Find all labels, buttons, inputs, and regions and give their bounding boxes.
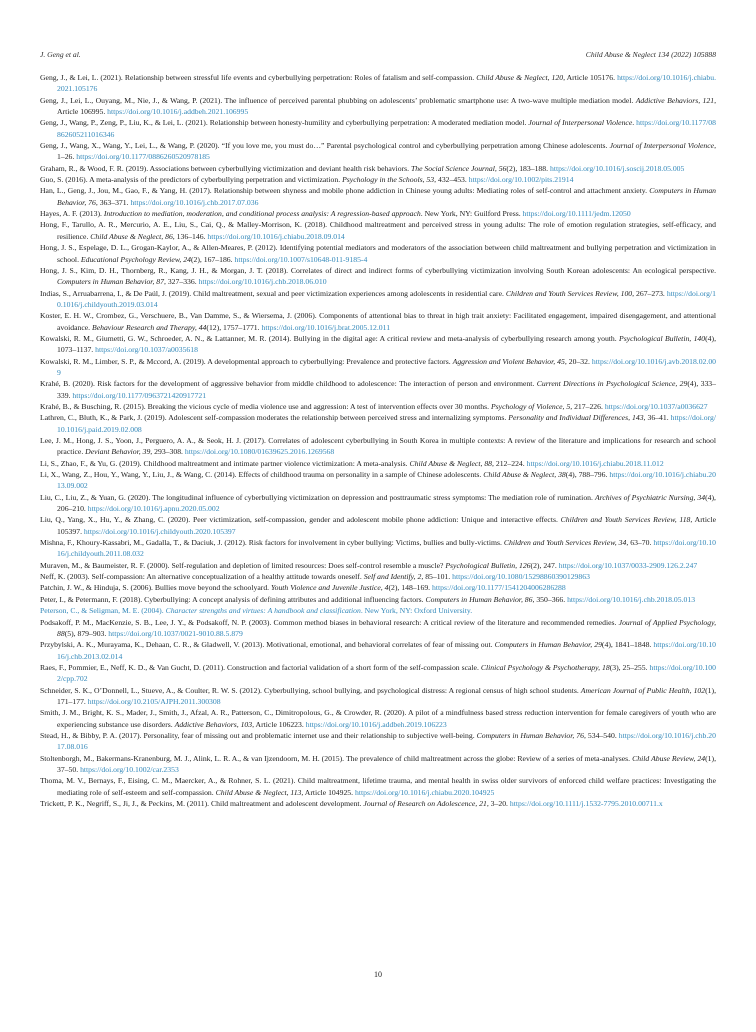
running-head-authors: J. Geng et al. [40,50,81,59]
reference-text: Child Abuse Review, 24 [632,753,706,763]
reference-text: Clinical Psychology & Psychotherapy, 18 [480,662,610,672]
doi-link[interactable]: https://doi.org/10.1016/j.chiabu.2018.09.014 [207,231,345,241]
reference-text: Behaviour Research and Therapy, 44 [92,322,207,332]
reference-text: , 267–273. [632,288,667,298]
reference-entry [40,356,716,379]
doi-link[interactable]: https://doi.org/10.1037/a0036627 [604,401,708,411]
reference-entry [40,333,716,356]
reference-entry [40,163,716,174]
reference-text: , 20–32. [564,356,592,366]
reference-entry [40,219,716,242]
reference-text: Psychology of Violence, 5 [490,401,571,411]
reference-text: . [632,118,637,128]
doi-link[interactable]: https://doi.org/10.1080/01639625.2016.1269568 [184,447,335,457]
reference-text: Geng, J., & Lei, L. (2021). Relationship between stressful life events and cyberbullying perpetration: Roles of fatalism and self-compassion. [40,73,477,82]
reference-text: , Article 106223. [252,719,306,729]
reference-text: Kowalski, R. M., Giumetti, G. W., Schroeder, A. N., & Lattanner, M. R. (2014). Bullying in the digital age: A critical review and meta-analysis of cyberbullying research among youth. [40,333,620,343]
doi-link[interactable]: https://doi.org/10.1016/j.childyouth.2020.105397 [83,526,236,536]
reference-text: Psychological Bulletin, 140 [619,333,706,343]
reference-text: Geng, J., Lei, L., Ouyang, M., Nie, J., & Wang, P. (2021). The influence of perceived parental phubbing on adolescents’ problematic smartphone use: A two-wave multiple mediation model. [40,95,636,105]
reference-text: , 432–453. [434,175,469,185]
reference-text: , 3–20. [486,799,510,808]
reference-text: Kowalski, R. M., Limber, S. P., & Mccord, A. (2019). A developmental approach to cyberbullying: Prevalence and protective factors. [40,356,453,366]
reference-text: , Article 104925. [301,787,355,797]
doi-link[interactable]: https://doi.org/10.1002/cpp.702 [57,662,716,684]
doi-link[interactable]: https://doi.org/10.1111/j.1532-7795.2010.00711.x [509,799,663,808]
reference-text: Geng, J., Wang, X., Wang, Y., Lei, L., & Wang, P. (2020). “If you love me, you must do…” Parental psychological control and cyberbullying perpetration among Chinese adolescents. [40,141,610,151]
reference-text: , Article 106995. [57,95,717,117]
doi-link[interactable]: https://doi.org/10.1016/j.chb.2018.06.010 [198,277,327,287]
reference-text: Computers in Human Behavior, 87 [57,277,164,287]
reference-text: Psychological Bulletin, 126 [445,560,531,570]
reference-entry [40,594,716,605]
reference-text: Journal of Interpersonal Violence [609,141,715,151]
reference-text: Smith, J. M., Bright, K. S., Mader, J., Smith, J., Afzal, A. R., Patterson, C., Dimitropolous, G., & Crowder, R. (2020). A pilot of a mindfulness based stress reduction intervention for female caregivers of youth who are experiencing substance use disorders. [40,708,716,729]
reference-text: , 1–26. [57,141,716,162]
page-header [40,50,716,59]
doi-link[interactable]: https://doi.org/10.1016/j.addbeh.2019.106223 [305,719,447,729]
reference-text: Addictive Behaviors, 121 [635,95,715,105]
reference-text: Indias, S., Arruabarrena, I., & De Paúl, J. (2019). Child maltreatment, sexual and peer victimization experiences among adolescents in residential care. [40,288,506,298]
reference-text: Hong, F., Tarullo, A. R., Mercurio, A. E., Liu, S., Cai, Q., & Malley-Morrison, K. (2018). Childhood maltreatment and perceived stress in young adults: The role of emotion regulation strategies, self-efficacy, and resilience. [40,220,716,241]
reference-text: Computers in Human Behavior, 76 [476,730,584,740]
reference-text: Introduction to mediation, moderation, and conditional process analysis: A regression-based approach [103,209,421,219]
reference-entry [40,412,716,435]
doi-link[interactable]: https://doi.org/10.1016/j.brat.2005.12.011 [261,322,391,332]
reference-text: Muraven, M., & Baumeister, R. F. (2000). Self-regulation and depletion of limited resources: Does self-control resemble a muscle? [40,560,446,570]
reference-entry [40,775,716,798]
reference-entry [40,730,716,753]
reference-text: (4), 333–339. [57,379,716,400]
references-list [40,72,716,809]
doi-link[interactable]: https://doi.org/10.1016/j.chb.2018.05.013 [567,594,696,604]
reference-entry [40,288,716,311]
reference-text: Koster, E. H. W., Crombez, G., Verschuere, B., Van Damme, S., & Wiersema, J. (2006). Components of attentional bias to threat in high trait anxiety: Facilitated engagement, impaired disengagement, and attentional avoidance. [40,311,716,332]
doi-link[interactable]: https://doi.org/10.1080/15298860390129863 [452,572,590,582]
reference-text: , 534–540. [583,730,619,740]
doi-link[interactable]: https://doi.org/10.1016/j.chiabu.2020.104925 [354,787,495,797]
reference-text: Current Directions in Psychological Science, 29 [536,379,688,389]
reference-text: (4), 788–796. [565,470,610,480]
reference-entry [40,707,716,730]
reference-text: Psychology in the Schools, 53 [342,175,435,185]
reference-text: Peter, I., & Petermann, F. (2018). Cyberbullying: A concept analysis of defining attributes and additional influencing factors. [40,594,426,604]
reference-text: Patchin, J. W., & Hinduja, S. (2006). Bullies move beyond the schoolyard. [40,583,272,593]
reference-text: Trickett, P. K., Negriff, S., Ji, J., & Peckins, M. (2011). Child maltreatment and adolescent development. [40,799,364,808]
reference-text: Children and Youth Services Review, 34 [503,538,627,548]
reference-text: Li, X., Wang, Z., Hou, Y., Wang, Y., Liu, J., & Wang, C. (2014). Effects of childhood trauma on personality in a sample of Chinese adolescents. [40,470,484,480]
reference-entry [40,605,716,616]
running-head-journal: Child Abuse & Neglect 134 (2022) 105888 [585,50,716,59]
reference-text: , 293–308. [150,447,185,457]
reference-text: The Social Science Journal, 56 [410,163,507,173]
page-number: 10 [374,970,382,979]
doi-link[interactable]: https://doi.org/10.1037/0033-2909.126.2.247 [558,560,698,570]
reference-entry [40,242,716,265]
reference-text: Liu, C., Liu, Z., & Yuan, G. (2020). The longitudinal influence of cyberbullying victimization on depression and posttraumatic stress symptoms: The mediation role of rumination. [40,492,595,502]
reference-text: Han, L., Geng, J., Jou, M., Gao, F., & Yang, H. (2017). Relationship between shyness and mobile phone addiction in Chinese young adults: Mediating roles of self-control and attachment anxiety. [40,186,650,196]
reference-text: Hong, J. S., Espelage, D. L., Grogan-Kaylor, A., & Allen-Meares, P. (2012). Identifying potential mediators and moderators of the association between child maltreatment and bullying perpetration and victimization in school. [40,243,716,264]
reference-text: Thoma, M. V., Bernays, F., Eising, C. M., Maercker, A., & Rohner, S. L. (2021). Child maltreatment, lifetime trauma, and mental health in swiss older survivors of enforced child welfare practices: Investigating the mediating role of self-esteem and self-compassion. [40,776,716,797]
reference-entry [40,514,716,537]
reference-text: (1), 171–177. [57,685,716,706]
reference-entry [40,435,716,458]
reference-entry [40,469,716,492]
reference-text: Educational Psychology Review, 24 [80,254,191,264]
doi-link[interactable]: https://doi.org/10.1016/j.childyouth.2011.08.032 [57,538,716,559]
reference-text: (2), 167–186. [190,254,235,264]
reference-text: Graham, R., & Wood, F. R. (2019). Associations between cyberbullying victimization and deviant health risk behaviors. [40,163,411,173]
reference-entry [40,798,716,809]
reference-entry [40,571,716,582]
reference-text: Aggression and Violent Behavior, 45 [452,356,565,366]
doi-link[interactable]: https://doi.org/10.1177/0963721420917721 [72,390,207,400]
reference-text: Youth Violence and Juvenile Justice, 4 [271,583,389,593]
reference-text: , 327–336. [163,277,199,287]
doi-link[interactable]: https://doi.org/10.1007/s10648-011-9185-4 [234,254,368,264]
reference-text: (4), 1073–1137. [57,333,716,355]
reference-text: Children and Youth Services Review, 100 [505,288,633,298]
reference-text: Raes, F., Pommier, E., Neff, K. D., & Van Gucht, D. (2011). Construction and factorial validation of a short form of the self-compassion scale. [40,662,481,672]
reference-text: (3), 25–255. [609,662,650,672]
reference-text: (12), 1757–1771. [206,322,262,332]
doi-link[interactable]: https://doi.org/10.1177/1541204006286288 [432,583,566,593]
doi-link[interactable]: https://doi.org/10.1016/j.chiabu.2018.11.012 [526,458,664,468]
doi-link[interactable]: https://doi.org/10.1037/a0035618 [95,345,198,355]
reference-text: Child Abuse & Neglect, 113 [215,787,302,797]
reference-entry [40,265,716,288]
doi-link[interactable]: https://doi.org/10.1016/j.chiabu.2013.09.002 [57,470,716,491]
reference-entry [40,458,716,469]
reference-entry [40,639,716,662]
reference-entry [40,560,716,571]
doi-link[interactable]: https://doi.org/10.2105/AJPH.2011.300308 [87,696,221,706]
reference-text: Child Abuse & Neglect, 120 [476,73,564,82]
reference-entry [40,208,716,219]
reference-text: Child Abuse & Neglect, 38 [483,470,566,480]
reference-text: Child Abuse & Neglect, 86 [90,231,173,241]
reference-text: , 136–146. [172,231,208,241]
reference-text: Children and Youth Services Review, 118 [560,515,691,525]
doi-link[interactable]: https://doi.org/10.1016/j.avb.2018.02.009 [57,356,717,377]
reference-text: Child Abuse & Neglect, 88 [409,458,493,468]
reference-text: , 85–101. [421,572,453,582]
reference-entry [40,140,716,163]
doi-link[interactable]: https://doi.org/10.1016/j.childyouth.2019.03.014 [57,288,717,309]
page-footer [0,970,756,979]
doi-link[interactable]: https://doi.org/10.1016/j.paid.2019.02.008 [57,413,717,434]
reference-text: Peterson, C., & Seligman, M. E. (2004). [40,606,166,616]
reference-text: (2), 183–188. [506,163,550,173]
doi-link[interactable]: https://doi.org/10.1111/jedm.12050 [522,209,631,219]
reference-text: , 350–366. [532,594,568,604]
reference-text: Character strengths and virtues: A handbook and classification [165,606,361,616]
doi-link[interactable]: https://doi.org/10.1002/car.2353 [80,764,179,774]
doi-link[interactable]: https://doi.org/10.1016/j.chb.2017.08.016 [57,730,716,752]
reference-text: Stoltenborgh, M., Bakermans-Kranenburg, M. J., Alink, L. R. A., & van Ijzendoorn, M. H. (2015). The prevalence of child maltreatment across the globe: Review of a series of meta-analyses. [40,753,633,763]
reference-entry [40,310,716,333]
doi-link[interactable]: https://doi.org/10.1002/pits.21914 [468,175,574,185]
reference-entry [40,72,716,95]
reference-text: Computers in Human Behavior, 29 [494,640,602,650]
reference-entry [40,117,716,140]
reference-text: Geng, J., Wang, P., Zeng, P., Liu, K., & Lei, L. (2021). Relationship between honesty-humility and cyberbullying perpetration: A moderated mediation model. [40,118,529,128]
reference-entry [40,753,716,776]
reference-text: Guo, S. (2016). A meta-analysis of the predictors of cyberbullying perpetration and victimization. [40,175,343,185]
reference-text: . New York, NY: Oxford University. [360,606,473,616]
reference-text: Addictive Behaviors, 103 [174,719,253,729]
doi-link[interactable]: https://doi.org/10.1016/j.apnu.2020.05.002 [87,504,220,514]
reference-entry [40,174,716,185]
reference-text: (1), 37–50. [57,753,716,774]
reference-text: (4), 206–210. [57,492,716,514]
reference-text: , 363–371. [95,197,131,207]
reference-entry [40,662,716,685]
reference-text: Liu, Q., Yang, X., Hu, Y., & Zhang, C. (2020). Peer victimization, self-compassion, gender and adolescent mobile phone addiction: Unique and interactive effects. [40,515,561,525]
reference-text: Self and Identify, 2 [363,572,422,582]
doi-link[interactable]: https://doi.org/10.1016/j.chb.2017.07.036 [130,197,259,207]
reference-text: Computers in Human Behavior, 76 [57,186,717,207]
reference-text: Schneider, S. K., O’Donnell, L., Stueve, A., & Coulter, R. W. S. (2012). Cyberbullying, school bullying, and psychological distress: A regional census of high school students. [40,685,581,695]
reference-text: Journal of Applied Psychology, 88 [57,617,716,638]
reference-text: Hong, J. S., Kim, D. H., Thornberg, R., Kang, J. H., & Morgan, J. T. (2018). Correlates of direct and indirect forms of cyberbullying victimization involving South Korean adolescents: An ecological perspective. [40,265,716,275]
reference-text: Journal of Interpersonal Violence [528,118,633,128]
reference-text: Archives of Psychiatric Nursing, 34 [594,492,706,502]
reference-text: , Article 105176. [563,73,618,82]
doi-link[interactable]: https://doi.org/10.1016/j.addbeh.2021.106995 [107,107,249,117]
reference-text: Krahé, B., & Busching, R. (2015). Breaking the vicious cycle of media violence use and aggression: A test of intervention effects over 30 months. [40,401,491,411]
doi-link[interactable]: https://doi.org/10.1016/j.soscij.2018.05.005 [549,163,685,173]
reference-text: (2), 148–169. [388,583,433,593]
reference-text: Personality and Individual Differences, 143 [508,413,644,423]
reference-entry [40,685,716,708]
reference-entry [40,95,716,118]
doi-link[interactable]: https://doi.org/10.1177/0886260520978185 [76,152,210,162]
reference-entry [40,401,716,412]
reference-text: , 63–70. [626,538,654,548]
reference-text: Deviant Behavior, 39 [85,447,151,457]
reference-text: Li, S., Zhao, F., & Yu, G. (2019). Childhood maltreatment and intimate partner violence victimization: A meta-analysis. [40,458,410,468]
reference-text: , 36–41. [643,413,671,423]
reference-text: Mishna, F., Khoury-Kassabri, M., Gadalla, T., & Daciuk, J. (2012). Risk factors for involvement in cyber bullying: Victims, bullies and bully-victims. [40,538,504,548]
reference-text: . New York, NY: Guilford Press. [420,209,523,219]
reference-entry [40,617,716,640]
reference-text: American Journal of Public Health, 102 [580,685,706,695]
reference-text: (2), 247. [530,560,559,570]
reference-entry [40,378,716,401]
reference-text: Neff, K. (2003). Self-compassion: An alternative conceptualization of a healthy attitude towards oneself. [40,572,364,582]
doi-link[interactable]: https://doi.org/10.1177/08862605211016346 [57,118,716,139]
reference-text: , 217–226. [570,401,605,411]
reference-text: Lathren, C., Bluth, K., & Park, J. (2019). Adolescent self-compassion moderates the relationship between perceived stress and internalizing symptoms. [40,413,509,423]
doi-link[interactable]: https://doi.org/10.1016/j.chb.2013.02.014 [57,640,717,661]
doi-link[interactable]: https://doi.org/10.1037/0021-9010.88.5.879 [108,628,243,638]
reference-text: Lee, J. M., Hong, J. S., Yoon, J., Perguero, A. A., & Seok, H. J. (2017). Correlates of adolescent cyberbullying in South Korea in multiple contexts: A review of the literature and implications for research and school practice. [40,436,716,457]
reference-text: (5), 879–903. [64,628,109,638]
reference-text: Stead, H., & Bibby, P. A. (2017). Personality, fear of missing out and problematic internet use and their relationship to subjective well-being. [40,730,477,740]
reference-entry [40,492,716,515]
reference-text: Computers in Human Behavior, 86 [425,594,533,604]
reference-text: Podsakoff, P. M., MacKenzie, S. B., Lee, J. Y., & Podsakoff, N. P. (2003). Common method biases in behavioral research: A critical review of the literature and recommended remedies. [40,617,619,627]
reference-text: Hayes, A. F. (2013). [40,209,104,219]
reference-text: Przybylski, A. K., Murayama, K., Dehaan, C. R., & Gladwell, V. (2013). Motivational, emotional, and behavioral correlates of fear of missing out. [40,640,495,650]
reference-text: Journal of Research on Adolescence, 21 [363,799,487,808]
reference-text: , Article 105397. [57,515,717,536]
reference-entry [40,582,716,593]
doi-link[interactable]: https://doi.org/10.1016/j.chiabu.2021.105176 [57,73,717,94]
reference-text: (4), 1841–1848. [601,640,654,650]
reference-text: , 212–224. [492,458,527,468]
reference-entry [40,185,716,208]
reference-entry [40,537,716,560]
reference-text: Krahé, B. (2020). Risk factors for the development of aggressive behavior from middle childhood to adolescence: The interaction of person and environment. [40,379,537,389]
